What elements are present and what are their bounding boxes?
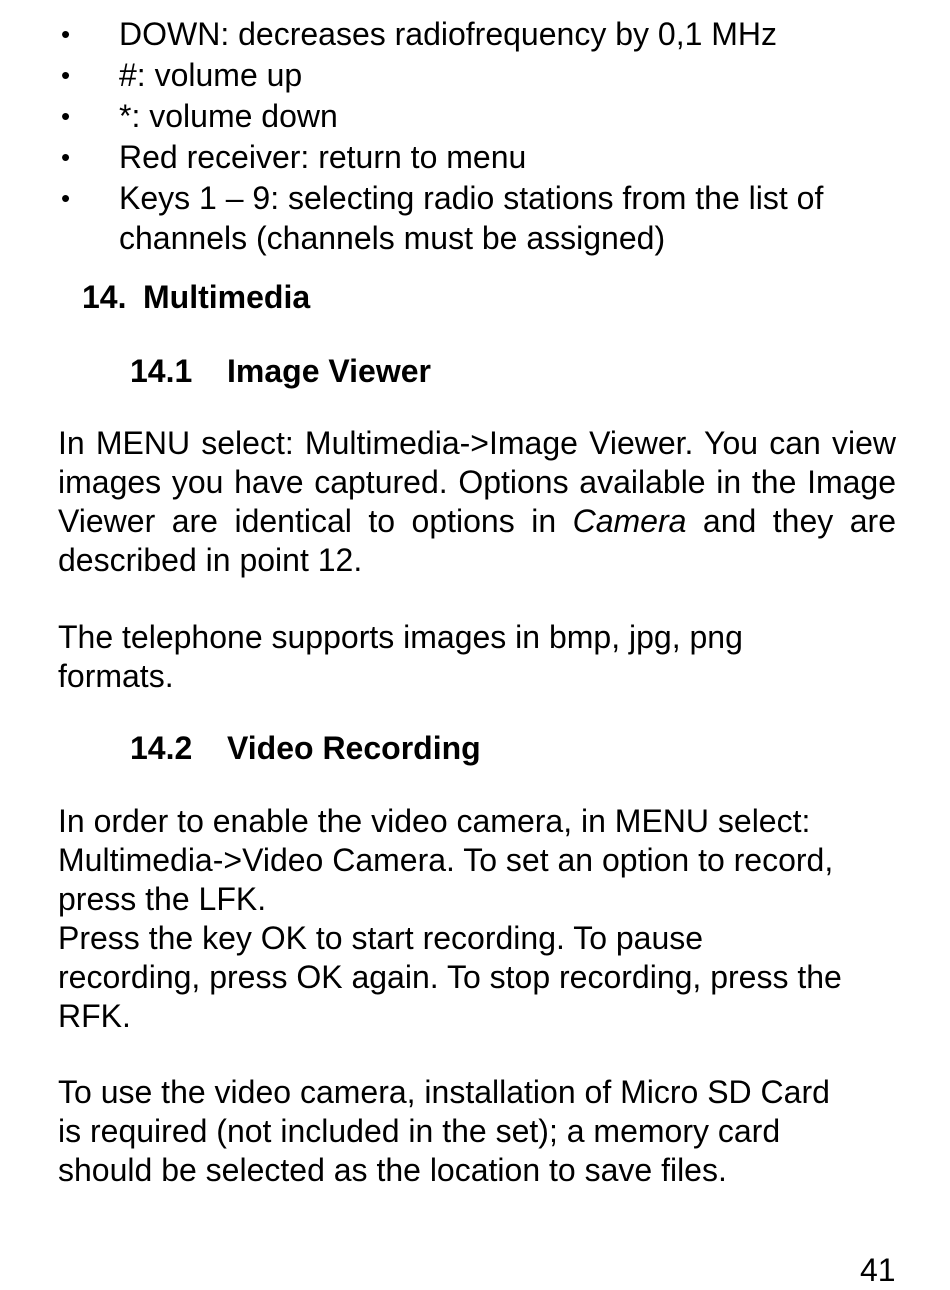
bullet-icon: • xyxy=(61,183,71,213)
paragraph-line: To use the video camera, installation of Micro SD Card xyxy=(58,1074,830,1110)
list-item-text: Red receiver: return to menu xyxy=(119,139,527,175)
key-function-list xyxy=(58,14,878,259)
list-item-text: *: volume down xyxy=(119,98,338,134)
paragraph-line: is required (not included in the set); a memory card xyxy=(58,1113,781,1149)
subsection-number: 14.2 xyxy=(130,730,193,766)
section-title: Multimedia xyxy=(143,279,311,315)
list-item xyxy=(58,178,878,258)
subsection-heading-image-viewer xyxy=(130,351,431,391)
section-number: 14. xyxy=(82,279,127,315)
list-item-text: #: volume up xyxy=(119,57,303,93)
image-formats-paragraph xyxy=(58,618,896,696)
paragraph-line: press the LFK. xyxy=(58,881,267,917)
bullet-icon: • xyxy=(61,101,71,131)
bullet-icon: • xyxy=(61,19,71,49)
paragraph-text: In MENU select: Multimedia->Image Viewer. You can view images you have captured. Options available in the Image Viewer are identical to options in xyxy=(58,425,896,539)
paragraph-line: In order to enable the video camera, in MENU select: xyxy=(58,803,811,839)
subsection-title: Video Recording xyxy=(227,730,481,766)
camera-emphasis: Camera xyxy=(572,503,687,539)
paragraph-line: Multimedia->Video Camera. To set an option to record, xyxy=(58,842,834,878)
list-item xyxy=(58,55,878,95)
section-heading-multimedia xyxy=(82,277,310,317)
paragraph-line: should be selected as the location to save files. xyxy=(58,1152,727,1188)
list-item xyxy=(58,137,878,177)
paragraph-line: formats. xyxy=(58,658,174,694)
paragraph-line: Press the key OK to start recording. To pause xyxy=(58,920,704,956)
image-viewer-paragraph xyxy=(58,424,896,580)
micro-sd-paragraph xyxy=(58,1073,896,1190)
bullet-icon: • xyxy=(61,142,71,172)
list-item xyxy=(58,14,878,54)
paragraph-line: The telephone supports images in bmp, jpg, png xyxy=(58,619,743,655)
page-number: 41 xyxy=(860,1252,896,1288)
bullet-icon: • xyxy=(61,60,71,90)
subsection-heading-video-recording xyxy=(130,728,481,768)
list-item-text: DOWN: decreases radiofrequency by 0,1 MHz xyxy=(119,16,778,52)
subsection-number: 14.1 xyxy=(130,353,193,389)
video-enable-paragraph xyxy=(58,802,896,1036)
paragraph-text: and they are described in point 12. xyxy=(58,503,897,578)
paragraph-line: recording, press OK again. To stop recording, press the xyxy=(58,959,842,995)
paragraph-line: RFK. xyxy=(58,998,131,1034)
list-item xyxy=(58,96,878,136)
list-item-text: Keys 1 – 9: selecting radio stations from the list of channels (channels must be assigned) xyxy=(119,180,824,256)
subsection-title: Image Viewer xyxy=(227,353,431,389)
